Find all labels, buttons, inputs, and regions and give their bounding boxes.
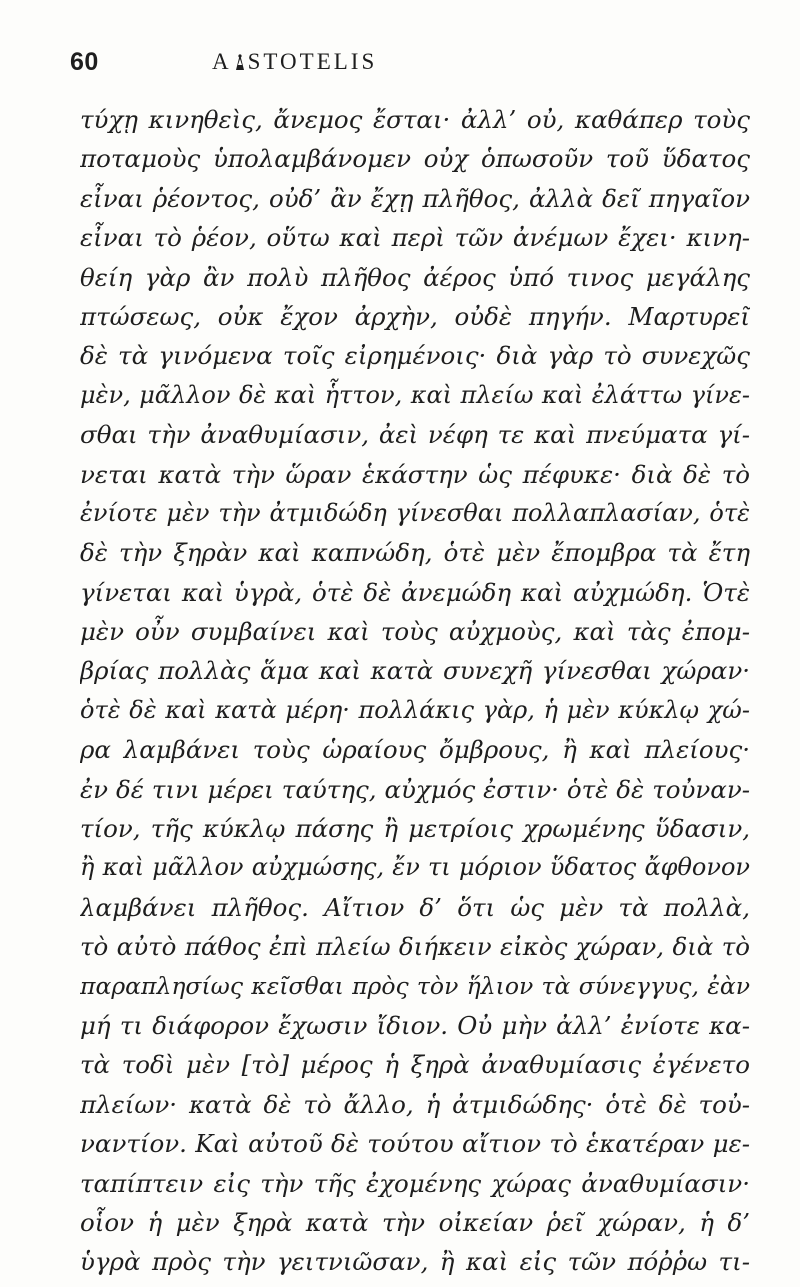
- text-line: πλείων· κατὰ δὲ τὸ ἄλλο, ἡ ἀτμιδώδης· ὁτὲ δὲ τοὐ-: [80, 1089, 750, 1119]
- text-line: δὲ τὰ γινόμενα τοῖς εἰρημένοις· διὰ γὰρ τὸ συνεχῶς: [80, 341, 750, 371]
- running-title-left: A: [212, 49, 232, 74]
- printer-ornament-icon: [233, 53, 247, 71]
- text-line: μὲν, μᾶλλον δὲ καὶ ἧττον, καὶ πλείω καὶ ἐλάττω γίνε-: [80, 380, 750, 409]
- text-line: λαμβάνει πλῆθος. Αἴτιον δ’ ὅτι ὡς μὲν τὰ πολλὰ,: [80, 892, 750, 922]
- running-title: [212, 49, 377, 75]
- page-number: 60: [70, 48, 99, 76]
- text-line: ἐνίοτε μὲν τὴν ἀτμιδώδη γίνεσθαι πολλαπλασίαν, ὁτὲ: [80, 498, 750, 527]
- text-line: δὲ τὴν ξηρὰν καὶ καπνώδη, ὁτὲ μὲν ἔπομβρα τὰ ἔτη: [80, 538, 750, 568]
- text-line: μή τι διάφορον ἔχωσιν ἴδιον. Οὐ μὴν ἀλλ’ ἐνίοτε κα-: [80, 1010, 750, 1040]
- text-line: ταπίπτειν εἰς τὴν τῆς ἐχομένης χώρας ἀναθυμίασιν·: [80, 1168, 750, 1198]
- text-line: ποταμοὺς ὑπολαμβάνομεν οὐχ ὁπωσοῦν τοῦ ὕδατος: [80, 144, 750, 174]
- text-line: νεται κατὰ τὴν ὥραν ἑκάστην ὡς πέφυκε· διὰ δὲ τὸ: [80, 459, 750, 489]
- text-line: τύχῃ κινηθεὶς, ἄνεμος ἔσται· ἀλλ’ οὐ, καθάπερ τοὺς: [80, 105, 750, 134]
- text-line: ὁτὲ δὲ καὶ κατὰ μέρη· πολλάκις γὰρ, ἡ μὲν κύκλῳ χώ-: [80, 695, 750, 724]
- text-line: βρίας πολλὰς ἅμα καὶ κατὰ συνεχῆ γίνεσθαι χώραν·: [80, 656, 750, 686]
- text-line: μὲν οὖν συμβαίνει καὶ τοὺς αὐχμοὺς, καὶ τὰς ἐπομ-: [80, 617, 750, 647]
- text-line: παραπλησίως κεῖσθαι πρὸς τὸν ἥλιον τὰ σύνεγγυς, ἐὰν: [80, 971, 750, 1000]
- text-line: τὸ αὐτὸ πάθος ἐπὶ πλείω διήκειν εἰκὸς χώραν, διὰ τὸ: [80, 932, 750, 962]
- running-title-right: STOTELIS: [247, 49, 378, 74]
- text-line: πτώσεως, οὐκ ἔχον ἀρχὴν, οὐδὲ πηγήν. Μαρτυρεῖ: [80, 301, 750, 331]
- text-line: εἶναι ῥέοντος, οὐδ’ ἂν ἔχῃ πλῆθος, ἀλλὰ δεῖ πηγαῖον: [80, 183, 750, 213]
- running-head: [70, 48, 730, 88]
- greek-body-text: [80, 100, 750, 1277]
- text-line: ρα λαμβάνει τοὺς ὡραίους ὄμβρους, ἢ καὶ πλείους·: [80, 735, 750, 765]
- text-line: θείη γὰρ ἂν πολὺ πλῆθος ἀέρος ὑπό τινος μεγάλης: [80, 262, 750, 292]
- text-line: τίον, τῆς κύκλῳ πάσης ἢ μετρίοις χρωμένης ὕδασιν,: [80, 814, 750, 844]
- text-line: γίνεται καὶ ὑγρὰ, ὁτὲ δὲ ἀνεμώδη καὶ αὐχμώδη. Ὁτὲ: [80, 577, 750, 607]
- text-line: ναντίον. Καὶ αὐτοῦ δὲ τούτου αἴτιον τὸ ἑκατέραν με-: [80, 1129, 750, 1159]
- text-line: εἶναι τὸ ῥέον, οὕτω καὶ περὶ τῶν ἀνέμων ἔχει· κινη-: [80, 223, 750, 253]
- text-line: τὰ τοδὶ μὲν [τὸ] μέρος ἡ ξηρὰ ἀναθυμίασις ἐγένετο: [80, 1050, 750, 1080]
- text-line: ἐν δέ τινι μέρει ταύτης, αὐχμός ἐστιν· ὁτὲ δὲ τοὐναν-: [80, 774, 750, 804]
- text-line: ὑγρὰ πρὸς τὴν γειτνιῶσαν, ἢ καὶ εἰς τῶν πόῤῥω τι-: [80, 1247, 750, 1277]
- text-line: οἷον ἡ μὲν ξηρὰ κατὰ τὴν οἰκείαν ῥεῖ χώραν, ἡ δ’: [80, 1207, 750, 1237]
- text-line: ἢ καὶ μᾶλλον αὐχμώσης, ἔν τι μόριον ὕδατος ἄφθονον: [80, 853, 750, 882]
- text-line: σθαι τὴν ἀναθυμίασιν, ἀεὶ νέφη τε καὶ πνεύματα γί-: [80, 420, 750, 450]
